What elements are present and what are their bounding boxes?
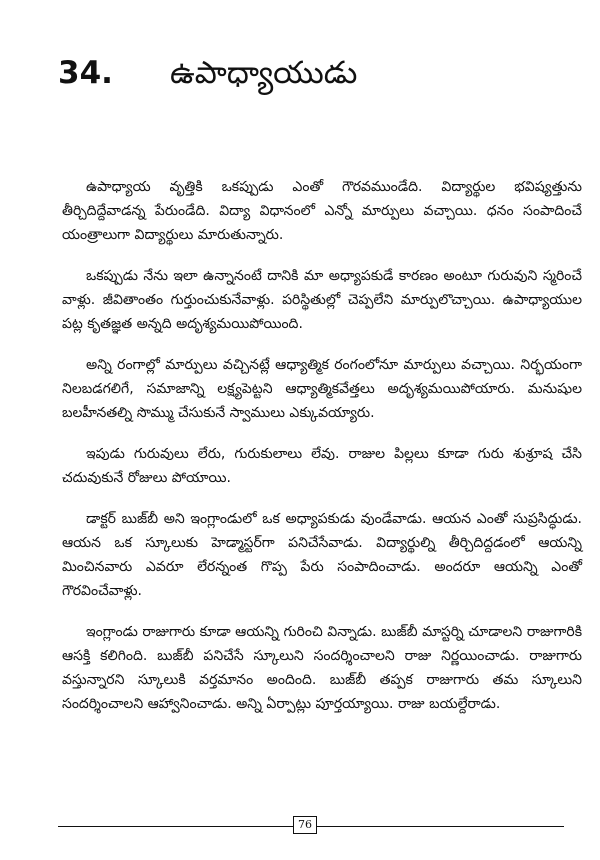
paragraph: ఒకప్పుడు నేను ఇలా ఉన్నానంటే దానికి మా అధ్యాపకుడే కారణం అంటూ గురువుని స్మరించే వాళ్లు. జీవితాంతం గుర్తుంచుకునేవాళ్లు. పరిస్థితుల్లో చెప్పలేని మార్పులొచ్చాయి. ఉపాధ్యాయుల పట్ల కృతజ్ఞత అన్నది అదృశ్యమయిపోయింది. <box>62 268 582 332</box>
paragraph: ఇంగ్లాండు రాజుగారు కూడా ఆయన్ని గురించి విన్నాడు. బుజ్‌బీ మాస్టర్ని చూడాలని రాజుగారికి ఆసక్తి కలిగింది. బుజ్‌బీ పనిచేసే స్కూలుని సందర్శించాలని రాజు నిర్ణయించాడు. రాజుగారు వస్తున్నారని స్కూలుకి వర్తమానం అందింది. బుజ్‌బీ తప్పక రాజుగారు తమ స్కూలుని సందర్శించాలని ఆహ్వానించాడు. అన్ని ఏర్పాట్లు పూర్తయ్యాయి. రాజు బయల్దేరాడు. <box>62 624 582 712</box>
page-number: 76 <box>293 816 317 834</box>
paragraph: ఉపాధ్యాయ వృత్తికి ఒకప్పుడు ఎంతో గౌరవముండేది. విద్యార్థుల భవిష్యత్తును తీర్చిదిద్దేవాడన్న పేరుండేది. విద్యా విధానంలో ఎన్నో మార్పులు వచ్చాయి. ధనం సంపాదించే యంత్రాలుగా విద్యార్థులు మారుతున్నారు. <box>62 179 582 243</box>
chapter-number: 34. <box>58 55 113 91</box>
paragraph: డాక్టర్ బుజ్‌బీ అని ఇంగ్లాండులో ఒక అధ్యాపకుడు వుండేవాడు. ఆయన ఎంతో సుప్రసిద్ధుడు. ఆయన ఒక స్కూలుకు హెడ్మాస్టర్‌గా పనిచేసేవాడు. విద్యార్థుల్ని తీర్చిదిద్దడంలో ఆయన్ని మించినవారు ఎవరూ లేరన్నంత గొప్ప పేరు సంపాదించాడు. అందరూ ఆయన్ని ఎంతో గౌరవించేవాళ్లు. <box>62 511 582 599</box>
paragraph: అన్ని రంగాల్లో మార్పులు వచ్చినట్లే ఆధ్యాత్మిక రంగంలోనూ మార్పులు వచ్చాయి. నిర్భయంగా నిలబడగలిగే, సమాజాన్ని లక్ష్యపెట్టని ఆధ్యాత్మికవేత్తలు అదృశ్యమయిపోయారు. మనుషుల బలహీనతల్ని సొమ్ము చేసుకునే స్వాములు ఎక్కువయ్యారు. <box>62 357 582 421</box>
paragraph: ఇపుడు గురువులు లేరు, గురుకులాలు లేవు. రాజుల పిల్లలు కూడా గురు శుశ్రూష చేసి చదువుకునే రోజులు పోయాయి. <box>62 446 582 486</box>
chapter-title: ఉపాధ్యాయుడు <box>170 55 358 91</box>
body-text <box>62 175 582 733</box>
